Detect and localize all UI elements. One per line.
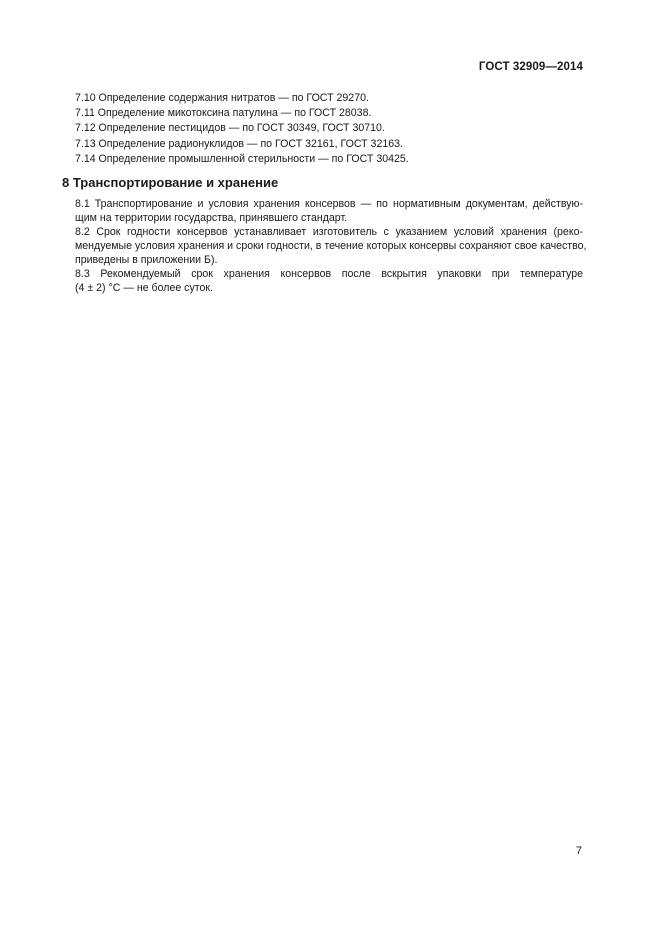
paragraph-line: (4 ± 2) °С — не более суток.	[75, 282, 213, 294]
list-item: 7.11 Определение микотоксина патулина — по ГОСТ 28038.	[75, 107, 372, 120]
paragraph-line: щим на территории государства, принявшего стандарт.	[75, 212, 348, 224]
paragraph-line: мендуемые условия хранения и сроки годности, в течение которых консервы сохраняют свое качество,	[75, 240, 587, 252]
paragraph-line: 8.2 Срок годности консервов устанавливает изготовитель с указанием условий хранения (реко-	[75, 226, 583, 238]
list-item: 7.10 Определение содержания нитратов — по ГОСТ 29270.	[75, 92, 369, 104]
paragraph-8-2	[47, 225, 587, 267]
section-heading: 8 Транспортирование и хранение	[62, 175, 279, 190]
paragraph-line: 8.3 Рекомендуемый срок хранения консервов после вскрытия упаковки при температуре	[75, 268, 583, 280]
paragraph-line: приведены в приложении Б).	[75, 254, 218, 266]
list-item: 7.14 Определение промышленной стерильности — по ГОСТ 30425.	[75, 152, 409, 165]
list-item: 7.13 Определение радионуклидов — по ГОСТ 32161, ГОСТ 32163.	[75, 137, 403, 150]
paragraph-line: 8.1 Транспортирование и условия хранения консервов — по нормативным документам, действую-	[75, 198, 583, 210]
paragraph-8-1	[47, 197, 583, 225]
method-reference-list	[75, 91, 409, 167]
document-header: ГОСТ 32909—2014	[478, 61, 583, 73]
page-number: 7	[575, 845, 582, 857]
paragraph-8-3	[47, 267, 583, 295]
section-body	[47, 197, 587, 295]
list-item: 7.12 Определение пестицидов — по ГОСТ 30349, ГОСТ 30710.	[75, 122, 385, 135]
